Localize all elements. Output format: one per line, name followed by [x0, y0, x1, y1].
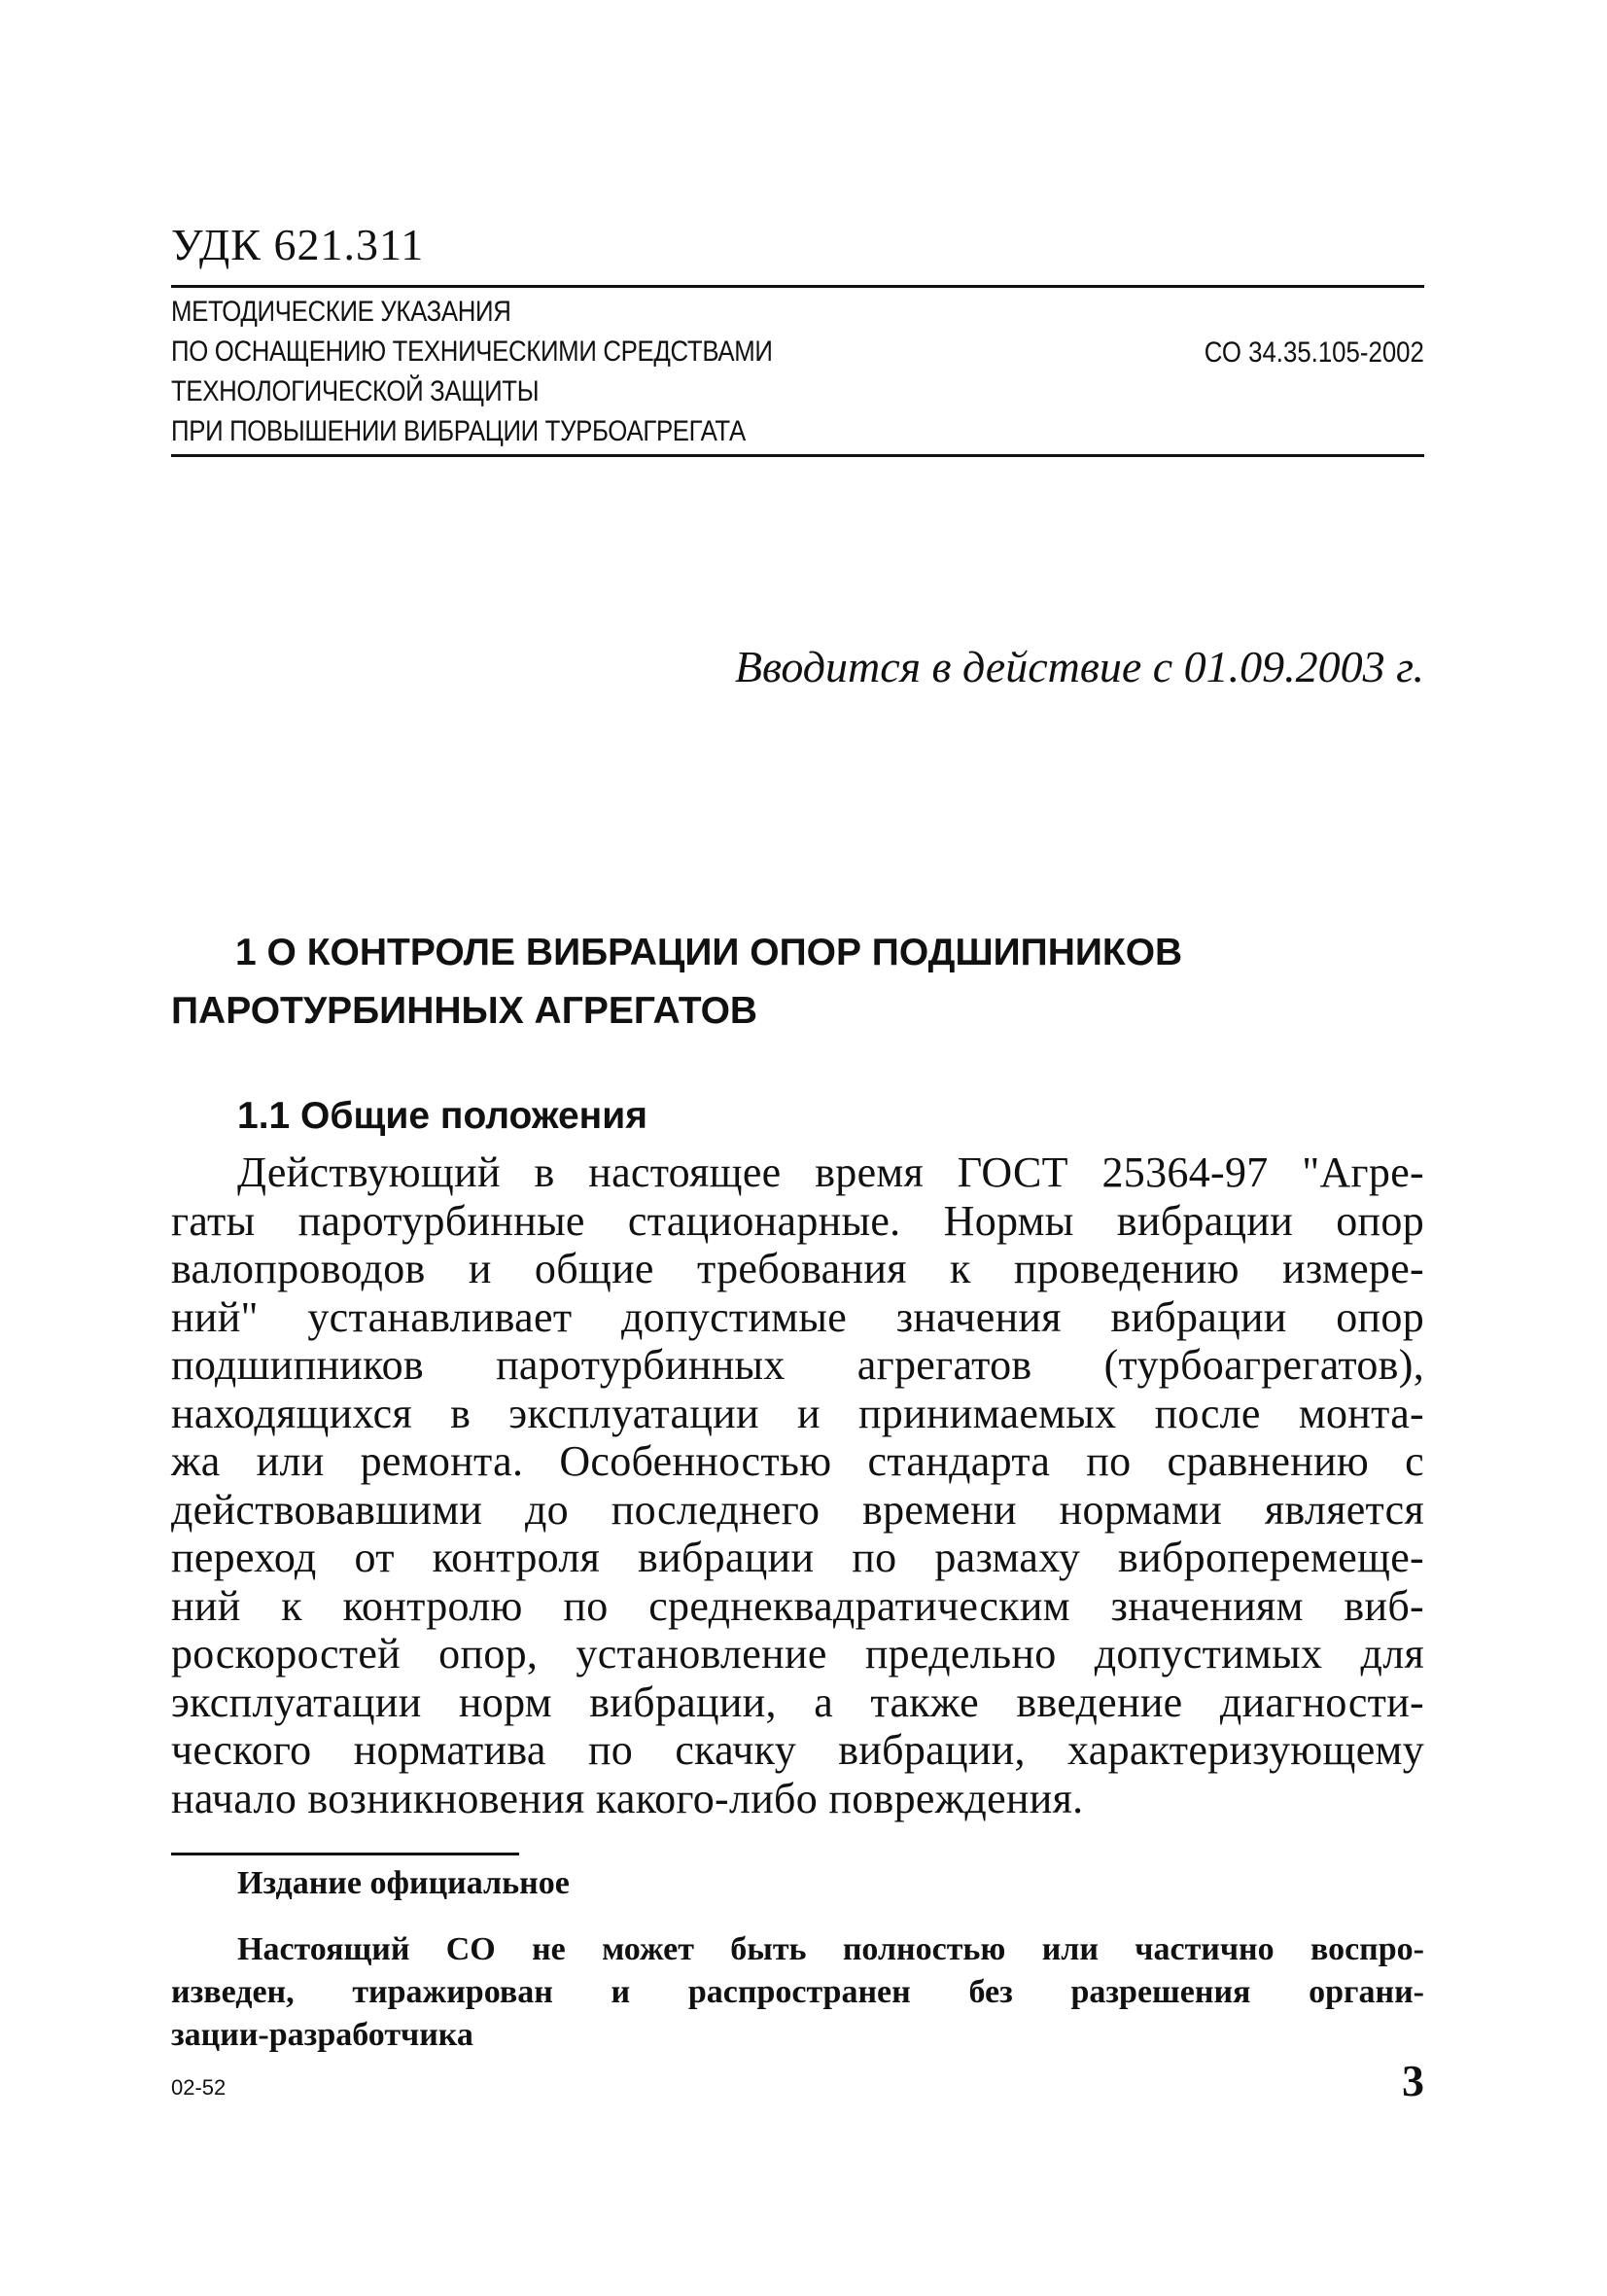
- document-title: [171, 292, 773, 451]
- header-bottom-rule: [171, 454, 1424, 457]
- document-title-line: ПРИ ПОВЫШЕНИИ ВИБРАЦИИ ТУРБОАГРЕГАТА: [171, 415, 746, 447]
- paragraph-line: ческого норматива по скачку вибрации, характеризующему: [171, 1726, 1424, 1774]
- paragraph-line: гаты паротурбинные стационарные. Нормы вибрации опор: [171, 1196, 1424, 1245]
- footnote-rule: [171, 1853, 519, 1855]
- paragraph-line: переход от контроля вибрации по размаху виброперемеще-: [171, 1534, 1424, 1581]
- paragraph-line: действовавшими до последнего времени нормами является: [171, 1485, 1424, 1534]
- body-paragraph: [171, 1148, 1424, 1822]
- subsection-heading: 1.1 Общие положения: [237, 1095, 647, 1137]
- document-code: СО 34.35.105-2002: [1204, 336, 1424, 369]
- notice-line: изведен, тиражирован и распространен без разрешения органи-: [171, 1974, 1424, 2010]
- paragraph-line: находящихся в эксплуатации и принимаемых после монта-: [171, 1389, 1424, 1437]
- page-code: 02-52: [171, 2075, 227, 2100]
- paragraph-line: ний к контролю по среднеквадратическим значениям виб-: [171, 1581, 1424, 1630]
- section-heading: 1 О КОНТРОЛЕ ВИБРАЦИИ ОПОР ПОДШИПНИКОВ ПАРОТУРБИННЫХ АГРЕГАТОВ: [171, 932, 1183, 1032]
- effective-date: Вводится в действие с 01.09.2003 г.: [734, 642, 1424, 691]
- paragraph-line: ний" устанавливает допустимые значения вибрации опор: [171, 1292, 1424, 1341]
- official-edition-label: Издание официальное: [237, 1865, 570, 1901]
- paragraph-line: Действующий в настоящее время ГОСТ 25364-97 "Агре-: [237, 1148, 1424, 1196]
- paragraph-line: подшипников паротурбинных агрегатов (турбоагрегатов),: [171, 1341, 1424, 1389]
- paragraph-line: жа или ремонта. Особенностью стандарта по сравнению с: [171, 1437, 1424, 1485]
- paragraph-line: эксплуатации норм вибрации, а также введение диагности-: [171, 1678, 1424, 1726]
- document-title-line: МЕТОДИЧЕСКИЕ УКАЗАНИЯ: [171, 296, 511, 328]
- paragraph-line: валопроводов и общие требования к проведению измере-: [171, 1245, 1424, 1292]
- footnote: [171, 1862, 1424, 2057]
- document-title-line: ПО ОСНАЩЕНИЮ ТЕХНИЧЕСКИМИ СРЕДСТВАМИ: [171, 336, 773, 368]
- notice-line: Настоящий СО не может быть полностью или частично воспро-: [237, 1931, 1424, 1967]
- paragraph-line: начало возникновения какого-либо повреждения.: [171, 1774, 1084, 1822]
- header-top-rule: [171, 285, 1424, 288]
- footnote-spacer: [171, 1905, 1424, 1928]
- udk-code: УДК 621.311: [171, 220, 425, 269]
- notice-line: зации-разработчика: [171, 2017, 473, 2053]
- paragraph-line: роскоростей опор, установление предельно допустимых для: [171, 1630, 1424, 1678]
- document-title-line: ТЕХНОЛОГИЧЕСКОЙ ЗАЩИТЫ: [171, 375, 540, 407]
- page-number: 3: [1402, 2056, 1424, 2105]
